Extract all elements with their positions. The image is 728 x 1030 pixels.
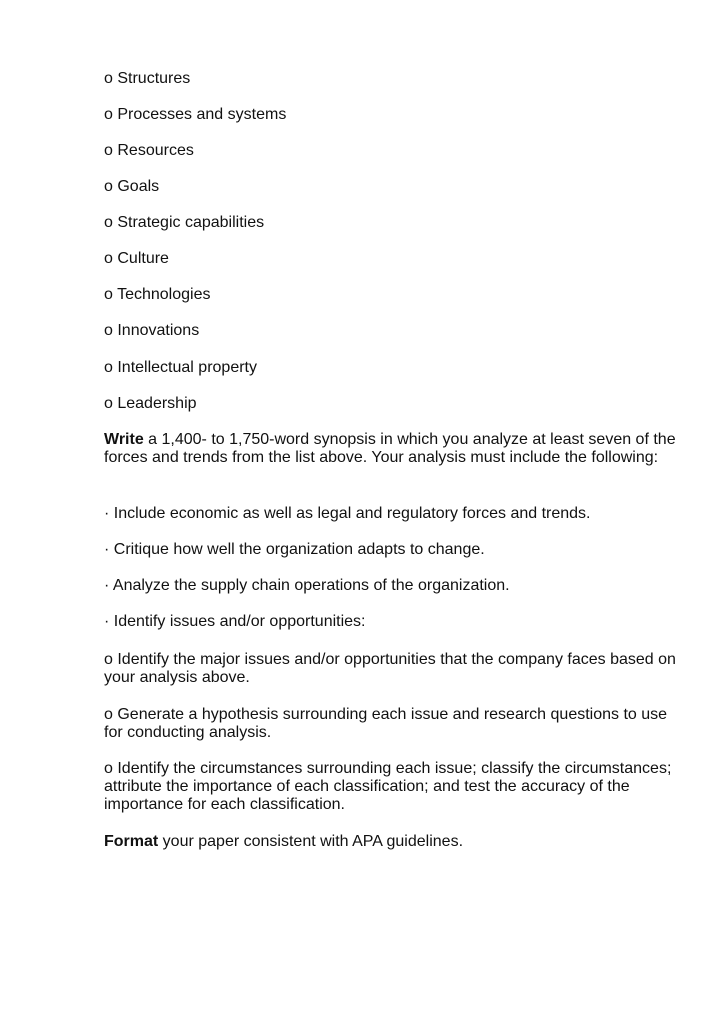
list-item [104,286,210,304]
sub-item-text: Generate a hypothesis surrounding each issue and research questions to use for conducting analysis. [104,706,668,741]
list-item-text: Resources [117,142,194,159]
list-marker: o [104,142,113,159]
list-item [104,250,169,268]
list-marker: o [104,395,113,412]
list-item-text: Leadership [117,395,197,412]
list-item-text: Intellectual property [117,359,257,376]
sub-item [104,651,684,687]
list-item [104,214,264,232]
instruction-lead: Write [104,431,144,448]
list-item-text: Technologies [117,286,211,303]
bullet-marker: · [104,541,110,558]
list-item-text: Processes and systems [117,106,287,123]
sub-item-marker: o [104,706,113,723]
sub-item-text: Identify the circumstances surrounding each issue; classify the circumstances; attribute the importance of each classification; and test the accuracy of the importance for each classification. [104,760,672,813]
format-lead: Format [104,833,159,850]
sub-item-text: Identify the major issues and/or opportunities that the company faces based on your analysis above. [104,651,676,686]
bullet-text: Analyze the supply chain operations of the organization. [112,577,510,594]
sub-item [104,760,684,814]
bullet-text: Identify issues and/or opportunities: [113,613,366,630]
list-marker: o [104,178,113,195]
format-paragraph [104,833,684,851]
bullet-item [104,577,510,595]
instruction-paragraph [104,431,684,467]
list-item-text: Culture [117,250,169,267]
bullet-marker: · [104,505,110,522]
format-text: your paper consistent with APA guidelines. [158,833,464,850]
list-marker: o [104,322,113,339]
list-item [104,70,190,88]
instruction-text: a 1,400- to 1,750-word synopsis in which you analyze at least seven of the forces and trends from the list above. Your analysis must include the following: [104,431,676,466]
bullet-text: Include economic as well as legal and regulatory forces and trends. [113,505,591,522]
list-item [104,142,194,160]
list-item [104,359,257,377]
bullet-item [104,541,485,559]
list-item [104,178,159,196]
list-marker: o [104,70,113,87]
list-item [104,395,197,413]
sub-item [104,706,684,742]
bullet-marker: · [104,613,110,630]
bullet-item [104,505,591,523]
list-item [104,106,286,124]
bullet-item [104,613,365,631]
list-item-text: Innovations [117,322,200,339]
list-marker: o [104,250,113,267]
list-marker: o [104,214,113,231]
list-item-text: Strategic capabilities [117,214,265,231]
list-marker: o [104,359,113,376]
sub-item-marker: o [104,651,113,668]
sub-item-marker: o [104,760,113,777]
bullet-marker: · [104,577,110,594]
list-marker: o [104,106,113,123]
list-item-text: Goals [117,178,160,195]
list-item-text: Structures [117,70,191,87]
bullet-text: Critique how well the organization adapts to change. [113,541,485,558]
list-item [104,322,199,340]
list-marker: o [104,286,113,303]
